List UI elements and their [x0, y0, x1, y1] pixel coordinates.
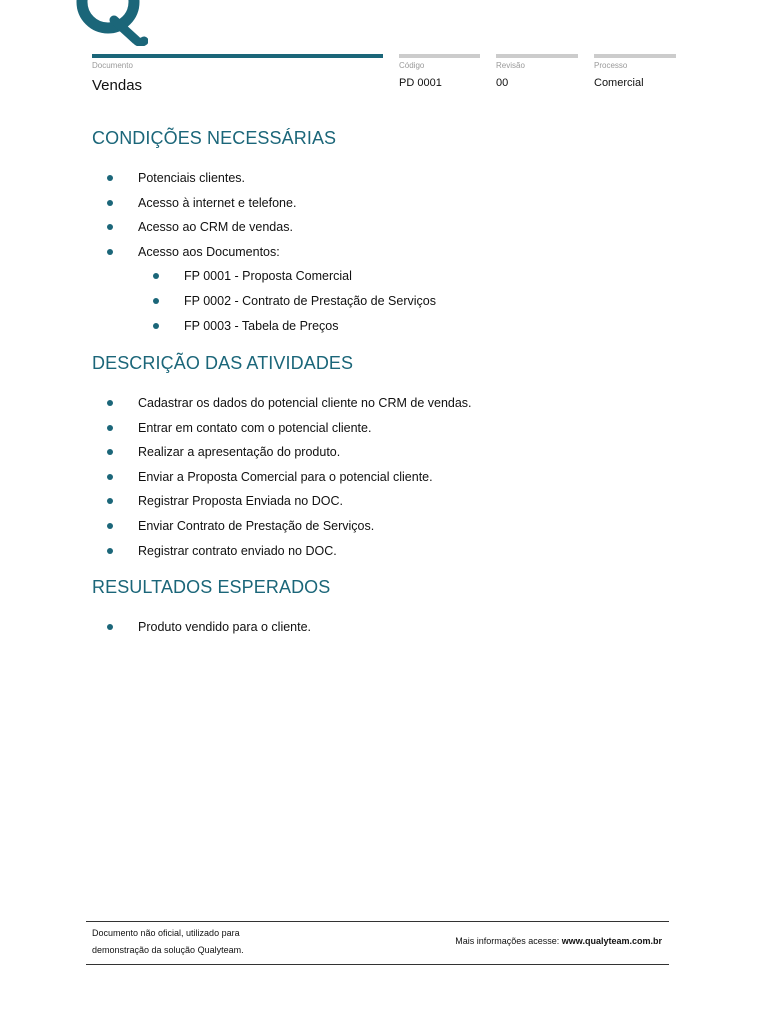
footer-disclaimer	[92, 925, 244, 959]
header-processo	[594, 54, 676, 89]
section-title-descricao: DESCRIÇÃO DAS ATIVIDADES	[92, 353, 354, 373]
list-item	[0, 191, 436, 216]
header-bar	[594, 54, 676, 58]
codigo-value: PD 0001	[399, 77, 442, 89]
list-item-text: Enviar a Proposta Comercial para o potencial cliente.	[138, 469, 433, 484]
revisao-label: Revisão	[496, 61, 525, 70]
footer-disclaimer-line2: demonstração da solução Qualyteam.	[92, 945, 244, 955]
bullet-icon	[107, 224, 113, 230]
document-title: Vendas	[92, 77, 143, 94]
bullet-icon	[107, 474, 113, 480]
bullet-icon	[107, 523, 113, 529]
list-item-text: Realizar a apresentação do produto.	[138, 445, 341, 460]
footer-bottom-rule	[86, 964, 669, 965]
bullet-icon	[107, 498, 113, 504]
header-revisao	[496, 54, 578, 89]
header-codigo	[399, 54, 480, 89]
bullet-icon	[107, 624, 113, 630]
list-item-text: Registrar Proposta Enviada no DOC.	[138, 494, 343, 509]
list-item-text: Acesso ao CRM de vendas.	[138, 220, 293, 235]
list-item-text: Registrar contrato enviado no DOC.	[138, 543, 337, 558]
processo-value: Comercial	[594, 77, 644, 89]
list-item	[0, 615, 311, 640]
processo-label: Processo	[594, 61, 628, 70]
header-bar	[496, 54, 578, 58]
header-accent-bar	[92, 54, 383, 58]
section-title-resultados: RESULTADOS ESPERADOS	[92, 577, 331, 597]
header-document	[92, 54, 383, 94]
header-bar	[399, 54, 480, 58]
bullet-icon	[107, 249, 113, 255]
footer-top-rule	[86, 921, 669, 922]
bullet-icon	[107, 548, 113, 554]
bullet-icon	[107, 425, 113, 431]
bullet-icon	[107, 449, 113, 455]
list-item-text: Potenciais clientes.	[138, 171, 246, 185]
list-item	[0, 391, 472, 416]
codigo-label: Código	[399, 61, 425, 70]
footer-website-link[interactable]: www.qualyteam.com.br	[561, 936, 662, 946]
bullet-icon	[107, 175, 113, 181]
bullet-icon	[107, 200, 113, 206]
list-item	[0, 514, 472, 539]
list-descricao	[0, 391, 472, 563]
sub-list-item	[0, 264, 436, 289]
list-item-text: FP 0001 - Proposta Comercial	[184, 269, 352, 284]
list-item-text: Enviar Contrato de Prestação de Serviços.	[138, 518, 375, 533]
document-label: Documento	[92, 61, 133, 70]
list-resultados	[0, 615, 311, 640]
list-item	[0, 440, 472, 465]
footer-disclaimer-line1: Documento não oficial, utilizado para	[92, 928, 240, 938]
bullet-icon	[153, 273, 159, 279]
sub-list-item	[0, 289, 436, 314]
list-item-text: Acesso à internet e telefone.	[138, 195, 297, 210]
list-item	[0, 416, 472, 441]
revisao-value: 00	[496, 77, 509, 89]
list-item	[0, 240, 436, 265]
list-item-text: Produto vendido para o cliente.	[138, 620, 312, 634]
list-item	[0, 489, 472, 514]
list-condicoes	[0, 166, 436, 338]
section-title-condicoes: CONDIÇÕES NECESSÁRIAS	[92, 128, 337, 148]
list-item-text: FP 0003 - Tabela de Preços	[184, 318, 339, 333]
footer-more-info	[455, 936, 662, 946]
list-item-text: Cadastrar os dados do potencial cliente no CRM de vendas.	[138, 396, 472, 410]
sub-list-item	[0, 314, 436, 339]
q-logo-icon	[74, 0, 148, 46]
bullet-icon	[153, 323, 159, 329]
list-item	[0, 215, 436, 240]
list-item-text: Entrar em contato com o potencial cliente.	[138, 420, 372, 435]
list-item-text: Acesso aos Documentos:	[138, 244, 280, 259]
list-item	[0, 166, 436, 191]
bullet-icon	[107, 400, 113, 406]
list-item	[0, 465, 472, 490]
footer-more-info-prefix: Mais informações acesse:	[455, 936, 562, 946]
list-item	[0, 539, 472, 564]
list-item-text: FP 0002 - Contrato de Prestação de Serviços	[184, 293, 436, 308]
bullet-icon	[153, 298, 159, 304]
